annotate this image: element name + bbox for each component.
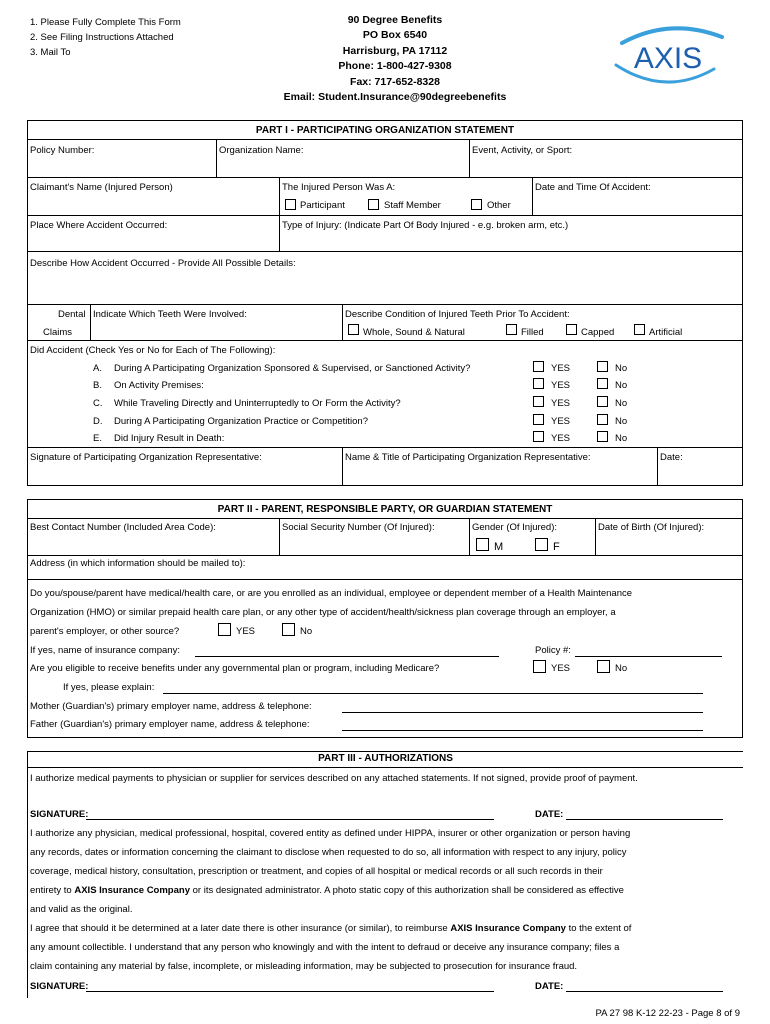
claimant-name-label: Claimant's Name (Injured Person) [30, 182, 173, 193]
father-employer-label: Father (Guardian's) primary employer name, address & telephone: [30, 719, 310, 730]
signature-2-label: SIGNATURE: [30, 981, 89, 992]
q2-no-label: No [615, 663, 628, 674]
no-label: No [615, 380, 628, 391]
q2-no-checkbox[interactable] [597, 660, 610, 673]
question-b-no-checkbox[interactable] [597, 378, 608, 389]
city-state: Harrisburg, PA 17112 [342, 44, 448, 57]
male-checkbox[interactable] [476, 538, 489, 551]
q1-no-label: No [300, 626, 313, 637]
male-label: M [494, 541, 504, 553]
filled-label: Filled [521, 327, 544, 338]
teeth-involved-label: Indicate Which Teeth Were Involved: [93, 309, 247, 320]
staff-member-checkbox[interactable] [368, 199, 379, 210]
explain-field[interactable] [163, 693, 703, 694]
whole-label: Whole, Sound & Natural [363, 327, 465, 338]
auth2-line4-pre: entirety to [30, 885, 75, 896]
signature-1-field[interactable] [86, 819, 494, 820]
auth3-line1 [30, 919, 740, 938]
part2-section [27, 499, 743, 738]
question-e-yes-checkbox[interactable] [533, 431, 544, 442]
axis-logo [610, 25, 730, 85]
ssn-label: Social Security Number (Of Injured): [282, 522, 435, 533]
auth3-line2: any amount collectible. I understand that any person who knowingly and with the intent to defraud or deceive any insurance company; files a [30, 942, 620, 953]
auth2-line2: any records, dates or information concerning the claimant to disclose when requested to do so, all information with respect to any injury, policy [30, 847, 627, 858]
policy-num-label: Policy #: [535, 645, 571, 656]
participant-label: Participant [300, 200, 345, 211]
instructions [30, 15, 181, 60]
auth2-line4 [30, 881, 740, 900]
capped-label: Capped [581, 327, 615, 338]
date-2-label: DATE: [535, 981, 564, 992]
artificial-checkbox[interactable] [634, 324, 645, 335]
signature-2-field[interactable] [86, 991, 494, 992]
auth3-line1-pre: I agree that should it be determined at a later date there is other insurance (or similar), to reimburse [30, 923, 451, 934]
page-footer: PA 27 98 K-12 22-23 - Page 8 of 9 [595, 1008, 740, 1019]
auth2-line5: and valid as the original. [30, 904, 133, 915]
no-label: No [615, 363, 628, 374]
address-label: Address (in which information should be mailed to): [30, 558, 246, 569]
auth2-paragraph [30, 824, 740, 976]
q2-yes-checkbox[interactable] [533, 660, 546, 673]
auth3-line1-post: to the extent of [565, 923, 632, 934]
question-d-yes-checkbox[interactable] [533, 414, 544, 425]
other-label: Other [487, 200, 511, 211]
participant-checkbox[interactable] [285, 199, 296, 210]
question-e-no-checkbox[interactable] [597, 431, 608, 442]
question-d-letter: D. [93, 416, 103, 427]
policy-num-field[interactable] [575, 656, 722, 657]
fax: Fax: 717-652-8328 [350, 75, 440, 88]
part2-title: PART II - PARENT, RESPONSIBLE PARTY, OR GUARDIAN STATEMENT [217, 504, 553, 515]
date-1-label: DATE: [535, 809, 564, 820]
father-employer-field[interactable] [342, 730, 703, 731]
capped-checkbox[interactable] [566, 324, 577, 335]
auth2-line3: coverage, medical history, consultation, prescription or treatment, and copies of all hospital or medical records or all such records in their [30, 866, 603, 877]
date-time-accident-label: Date and Time Of Accident: [535, 182, 651, 193]
question-b-letter: B. [93, 380, 102, 391]
svg-text:AXIS: AXIS [633, 42, 703, 75]
question-d-no-checkbox[interactable] [597, 414, 608, 425]
question-c-text: While Traveling Directly and Uninterruptedly to Or Form the Activity? [114, 398, 401, 409]
company-name-bold: AXIS Insurance Company [450, 923, 566, 934]
instruction-2: 2. See Filing Instructions Attached [30, 32, 174, 43]
explain-label: If yes, please explain: [63, 682, 155, 693]
yes-label: YES [551, 416, 571, 427]
auth1-text: I authorize medical payments to physician or supplier for services described on any attached statements. If not signed, provide proof of payment. [30, 773, 638, 784]
question-a-yes-checkbox[interactable] [533, 361, 544, 372]
insurance-company-field[interactable] [195, 656, 499, 657]
artificial-label: Artificial [649, 327, 683, 338]
question-c-no-checkbox[interactable] [597, 396, 608, 407]
describe-how-label: Describe How Accident Occurred - Provide All Possible Details: [30, 258, 296, 269]
question-c-letter: C. [93, 398, 103, 409]
question-a-text: During A Participating Organization Sponsored & Supervised, or Sanctioned Activity? [114, 363, 471, 374]
date-1-field[interactable] [566, 819, 723, 820]
question-e-text: Did Injury Result in Death: [114, 433, 225, 444]
question-a-letter: A. [93, 363, 102, 374]
part1-section [27, 120, 743, 486]
po-box: PO Box 6540 [362, 29, 428, 42]
signature-rep-label: Signature of Participating Organization Representative: [30, 452, 262, 463]
part1-date-label: Date: [660, 452, 683, 463]
female-label: F [553, 541, 560, 553]
no-label: No [615, 416, 628, 427]
part3-title: PART III - AUTHORIZATIONS [318, 753, 453, 764]
question-d-text: During A Participating Organization Practice or Competition? [114, 416, 368, 427]
q2-yes-label: YES [551, 663, 571, 674]
female-checkbox[interactable] [535, 538, 548, 551]
mother-employer-label: Mother (Guardian's) primary employer name, address & telephone: [30, 701, 312, 712]
instruction-1: 1. Please Fully Complete This Form [30, 17, 181, 28]
place-accident-label: Place Where Accident Occurred: [30, 220, 168, 231]
auth3-line3: claim containing any material by false, incomplete, or misleading information, may be subjected to prosecution for insurance fraud. [30, 961, 578, 972]
auth2-line1: I authorize any physician, medical professional, hospital, covered entity as defined under HIPPA, insurer or other organization or person having [30, 828, 631, 839]
q2-label: Are you eligible to receive benefits under any governmental plan or program, including Medicare? [30, 663, 440, 674]
question-c-yes-checkbox[interactable] [533, 396, 544, 407]
q1-line1: Do you/spouse/parent have medical/health care, or are you enrolled as an individual, employee or dependent member of a Health Maintenance [30, 588, 633, 599]
type-injury-label: Type of Injury: (Indicate Part Of Body Injured - e.g. broken arm, etc.) [282, 220, 569, 231]
policy-number-label: Policy Number: [30, 145, 95, 156]
dob-label: Date of Birth (Of Injured): [598, 522, 705, 533]
email: Email: Student.Insurance@90degreebenefits [283, 91, 507, 104]
question-e-letter: E. [93, 433, 102, 444]
organization-name-label: Organization Name: [219, 145, 304, 156]
no-label: No [615, 433, 628, 444]
claims-label: Claims [43, 327, 73, 338]
gender-label: Gender (Of Injured): [472, 522, 558, 533]
injured-was-label: The Injured Person Was A: [282, 182, 396, 193]
best-contact-label: Best Contact Number (Included Area Code): [30, 522, 216, 533]
instruction-3: 3. Mail To [30, 47, 71, 58]
question-b-yes-checkbox[interactable] [533, 378, 544, 389]
mailing-address [250, 13, 540, 105]
phone: Phone: 1-800-427-9308 [338, 60, 452, 73]
signature-1-label: SIGNATURE: [30, 809, 89, 820]
did-accident-label: Did Accident (Check Yes or No for Each of The Following): [30, 345, 276, 356]
yes-label: YES [551, 363, 571, 374]
other-checkbox[interactable] [471, 199, 482, 210]
no-label: No [615, 398, 628, 409]
dental-label: Dental [58, 309, 86, 320]
q1-yes-label: YES [236, 626, 256, 637]
whole-sound-natural-checkbox[interactable] [348, 324, 359, 335]
part1-title: PART I - PARTICIPATING ORGANIZATION STATEMENT [255, 125, 515, 136]
company-name-bold: AXIS Insurance Company [74, 885, 190, 896]
name-title-rep-label: Name & Title of Participating Organization Representative: [345, 452, 591, 463]
question-a-no-checkbox[interactable] [597, 361, 608, 372]
q1-line3: parent's employer, or other source? [30, 626, 180, 637]
staff-member-label: Staff Member [384, 200, 441, 211]
q1-line2: Organization (HMO) or similar prepaid health care plan, or any other type of accident/health/sickness plan coverage through an employer, a [30, 607, 616, 618]
event-label: Event, Activity, or Sport: [472, 145, 573, 156]
date-2-field[interactable] [566, 991, 723, 992]
auth2-line4-post: or its designated administrator. A photo static copy of this authorization shall be considered as effective [189, 885, 624, 896]
yes-label: YES [551, 433, 571, 444]
condition-teeth-label: Describe Condition of Injured Teeth Prior To Accident: [345, 309, 570, 320]
insurance-company-label: If yes, name of insurance company: [30, 645, 180, 656]
filled-checkbox[interactable] [506, 324, 517, 335]
yes-label: YES [551, 380, 571, 391]
mother-employer-field[interactable] [342, 712, 703, 713]
yes-label: YES [551, 398, 571, 409]
question-b-text: On Activity Premises: [114, 380, 204, 391]
q1-no-checkbox[interactable] [282, 623, 295, 636]
q1-yes-checkbox[interactable] [218, 623, 231, 636]
company-name: 90 Degree Benefits [347, 14, 443, 26]
